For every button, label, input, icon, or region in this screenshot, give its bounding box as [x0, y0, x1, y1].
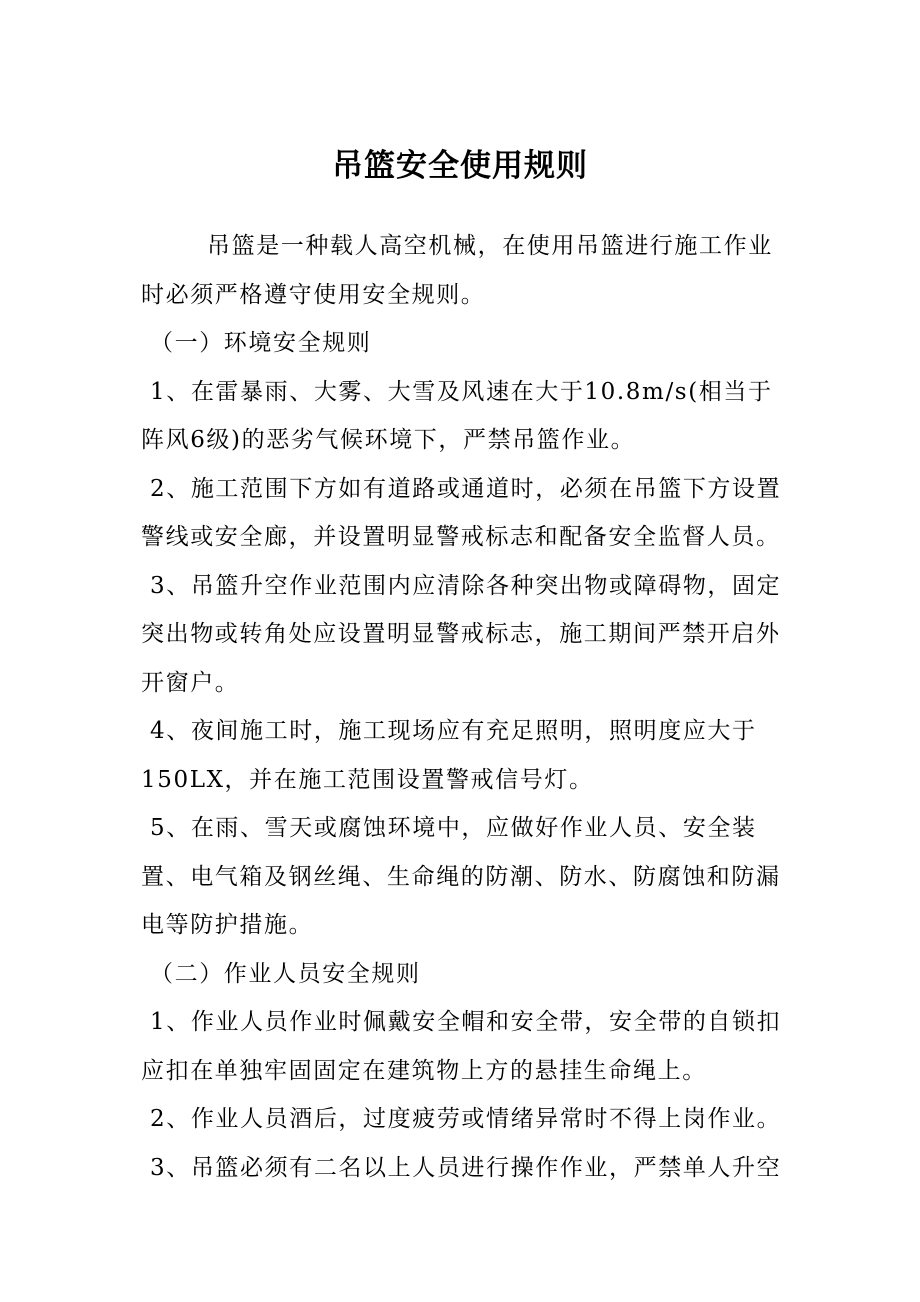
- rule-item: 2、施工范围下方如有道路或通道时，必须在吊篮下方设置警线或安全廊，并设置明显警戒标志和配备安全监督人员。: [141, 475, 782, 550]
- rule-item: 1、在雷暴雨、大雾、大雪及风速在大于10.8m/s(相当于阵风6级)的恶劣气候环境下，严禁吊篮作业。: [141, 378, 773, 453]
- intro-paragraph: 吊篮是一种载人高空机械，在使用吊篮进行施工作业时必须严格遵守使用安全规则。: [141, 233, 773, 308]
- rule-item: 3、吊篮升空作业范围内应清除各种突出物或障碍物，固定突出物或转角处应设置明显警戒标志，施工期间严禁开启外开窗户。: [141, 572, 782, 696]
- rule-item: 1、作业人员作业时佩戴安全帽和安全带，安全带的自锁扣应扣在单独牢固固定在建筑物上方的悬挂生命绳上。: [141, 1009, 782, 1084]
- rule-item: 3、吊篮必须有二名以上人员进行操作作业，严禁单人升空: [150, 1154, 782, 1181]
- rule-item: 2、作业人员酒后，过度疲劳或情绪异常时不得上岗作业。: [150, 1106, 782, 1132]
- rule-item: 5、在雨、雪天或腐蚀环境中，应做好作业人员、安全装置、电气箱及钢丝绳、生命绳的防潮、防水、防腐蚀和防漏电等防护措施。: [141, 815, 781, 938]
- section-heading-environment: （一）环境安全规则: [150, 330, 372, 356]
- rule-item: 4、夜间施工时，施工现场应有充足照明，照明度应大于150LX，并在施工范围设置警戒信号灯。: [141, 718, 757, 793]
- document-title: 吊篮安全使用规则: [332, 148, 588, 184]
- section-heading-personnel: （二）作业人员安全规则: [150, 960, 421, 987]
- document-body: [141, 222, 791, 1192]
